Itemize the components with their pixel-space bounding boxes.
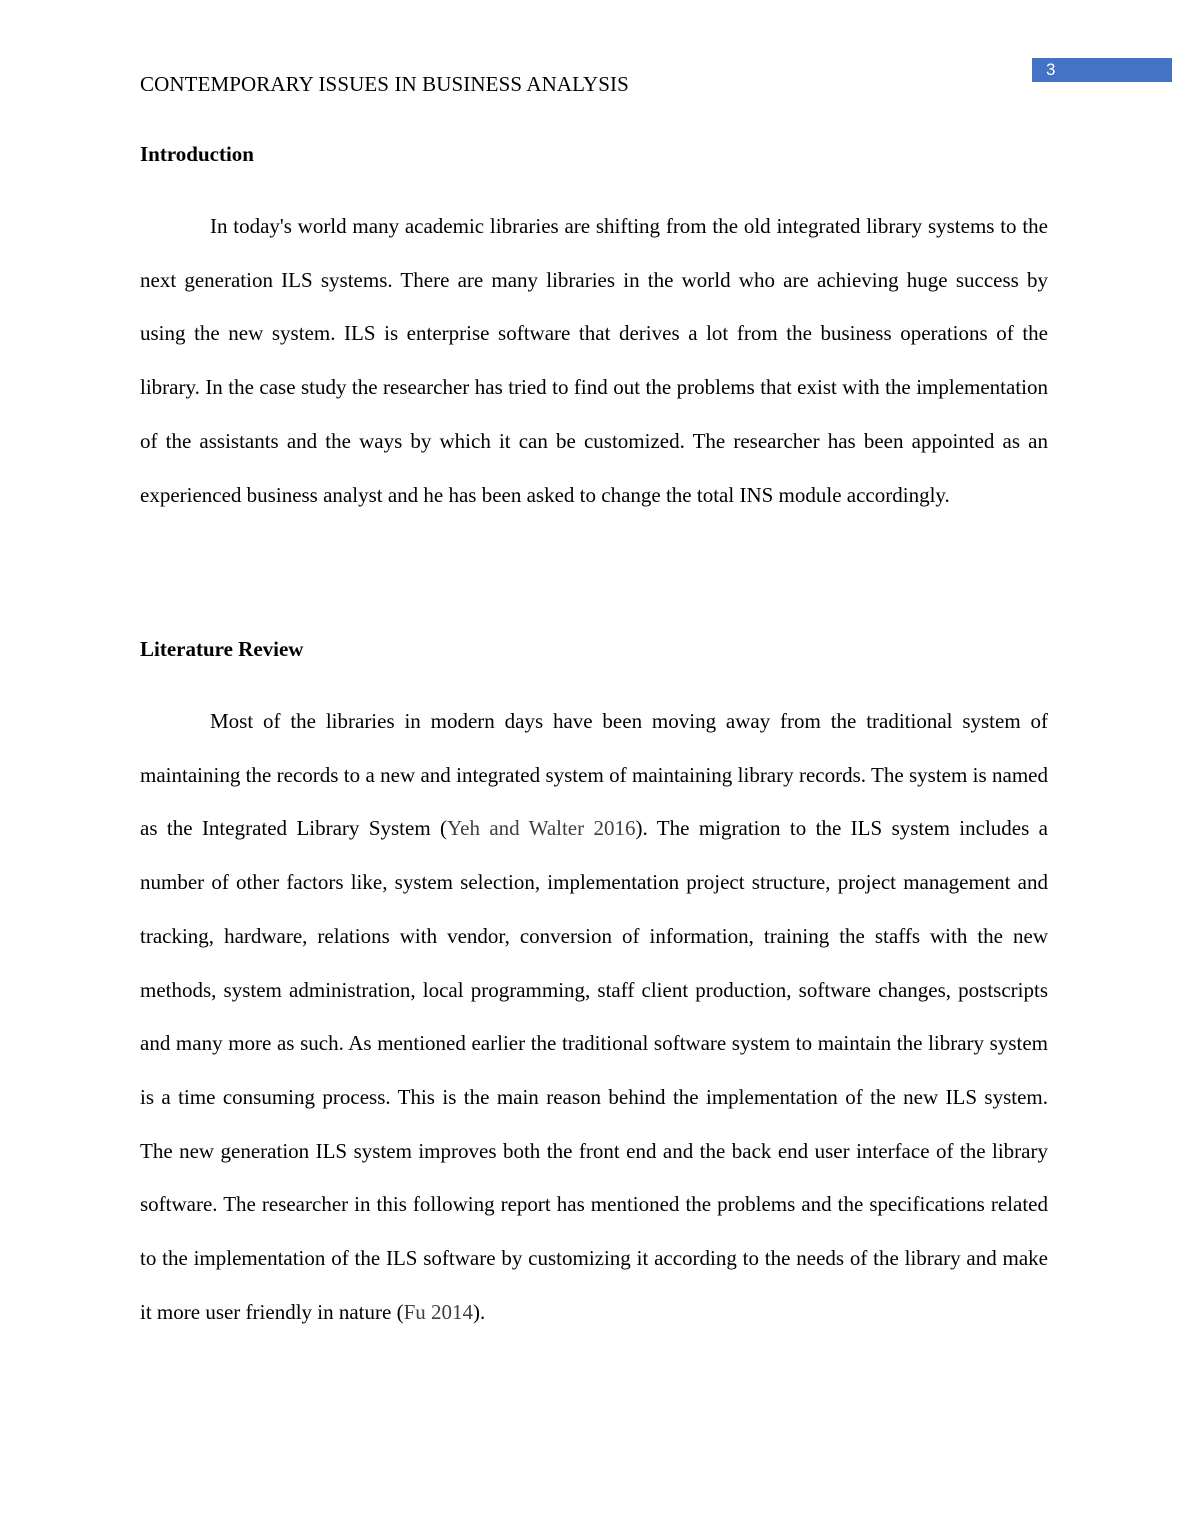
introduction-paragraph: In today's world many academic libraries are shifting from the old integrated library systems to the next generation ILS systems. There are many libraries in the world who are achieving huge success by using the new system. ILS is enterprise software that derives a lot from the business operations of the library. In the case study the researcher has tried to find out the problems that exist with the implementation of the assistants and the ways by which it can be customized. The researcher has been appointed as an experienced business analyst and he has been asked to change the total INS module accordingly. bbox=[140, 214, 1048, 507]
page-number: 3 bbox=[1032, 58, 1172, 82]
literature-text-part1: Most of the libraries in modern days have been moving away from the traditional system of maintaining the records to a new and integrated system of maintaining library records. The system is named as the Integrated Library System ( bbox=[140, 709, 1048, 841]
running-head: CONTEMPORARY ISSUES IN BUSINESS ANALYSIS bbox=[140, 72, 629, 96]
citation-yeh-walter[interactable]: Yeh and Walter 2016 bbox=[447, 816, 636, 841]
section-heading-literature-review: Literature Review bbox=[140, 637, 304, 661]
literature-text-part3: ). bbox=[473, 1299, 486, 1324]
literature-review-paragraph bbox=[140, 695, 1048, 1339]
literature-text-part2: ). The migration to the ILS system includes a number of other factors like, system selection, implementation project structure, project management and tracking, hardware, relations with vendor, conversion of information, training the staffs with the new methods, system administration, local programming, staff client production, software changes, postscripts and many more as such. As mentioned earlier the traditional software system to maintain the library system is a time consuming process. This is the main reason behind the implementation of the new ILS system. The new generation ILS system improves both the front end and the back end user interface of the library software. The researcher in this following report has mentioned the problems and the specifications related to the implementation of the ILS software by customizing it according to the needs of the library and make it more user friendly in nature ( bbox=[140, 816, 1048, 1324]
section-heading-introduction: Introduction bbox=[140, 142, 254, 166]
citation-fu[interactable]: Fu 2014 bbox=[403, 1299, 474, 1324]
